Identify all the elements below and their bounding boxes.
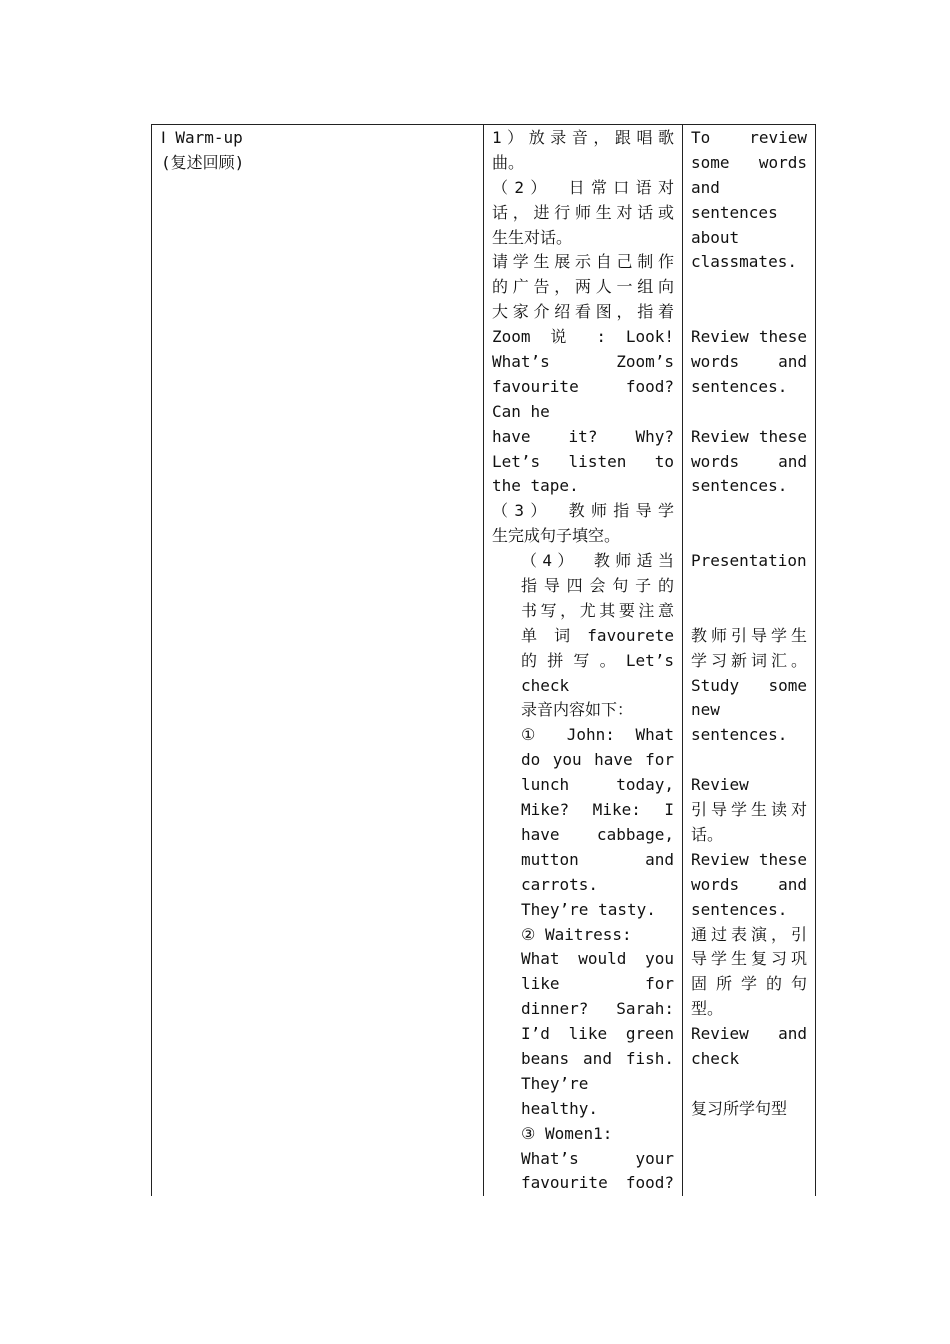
- purpose-spacer: [691, 1072, 807, 1097]
- purpose-line: Review these: [691, 426, 807, 446]
- activity-line: Can he: [492, 401, 550, 421]
- purpose-line: check: [691, 1048, 740, 1068]
- purpose-column: [691, 126, 807, 1122]
- purpose-spacer: [691, 748, 807, 773]
- activity-line: 曲。: [492, 152, 525, 172]
- purpose-line: 通过表演，引: [691, 924, 807, 944]
- purpose-spacer: [691, 524, 807, 549]
- purpose-line: Review and: [691, 1024, 807, 1044]
- activity-line: mutton and: [521, 849, 674, 869]
- step-column: [161, 126, 471, 176]
- purpose-line: To review: [691, 128, 807, 147]
- activity-line: beans and fish.: [521, 1048, 674, 1068]
- activity-line: Zoom 说 : Look!: [492, 327, 674, 347]
- activity-line: （2） 日常口语对: [492, 177, 674, 197]
- activity-line: They’re tasty.: [521, 899, 656, 919]
- activity-line: 书写，尤其要注意: [521, 600, 674, 620]
- activity-line: ② Waitress:: [521, 924, 632, 944]
- purpose-line: 引导学生读对: [691, 800, 807, 820]
- activity-line: carrots.: [521, 874, 599, 894]
- purpose-line: 学习新词汇。: [691, 650, 807, 670]
- activity-line: do you have for: [521, 750, 674, 770]
- purpose-line: new: [691, 700, 720, 720]
- purpose-line: sentences.: [691, 725, 788, 745]
- purpose-line: 导学生复习巩: [691, 949, 807, 969]
- activity-line: 话，进行师生对话或: [492, 202, 674, 222]
- purpose-line: 教师引导学生: [691, 625, 807, 645]
- activity-line: Let’s listen to: [492, 451, 674, 471]
- column-divider-2: [682, 124, 683, 1196]
- purpose-spacer: [691, 499, 807, 524]
- step-title: Ⅰ Warm-up: [161, 128, 243, 147]
- purpose-line: 话。: [691, 824, 724, 844]
- purpose-line: Review these: [691, 849, 807, 869]
- activity-line: favourite food?: [521, 1173, 674, 1193]
- activity-line: 生生对话。: [492, 227, 573, 247]
- activity-line: check: [521, 675, 570, 695]
- table-right-border: [815, 124, 816, 1196]
- activity-line: like for: [521, 974, 674, 994]
- column-divider-1: [483, 124, 484, 1196]
- activity-line: Mike? Mike: I: [521, 800, 674, 820]
- purpose-line: Review: [691, 775, 749, 795]
- activity-line: （3） 教师指导学: [492, 501, 674, 521]
- purpose-spacer: [691, 300, 807, 325]
- purpose-line: 型。: [691, 999, 724, 1019]
- activity-line: 单 词 favourete: [521, 625, 674, 645]
- purpose-line: about: [691, 227, 740, 247]
- step-subtitle: (复述回顾): [161, 152, 245, 172]
- activity-line: favourite food?: [492, 376, 674, 396]
- activity-line: What’s Zoom’s: [492, 352, 674, 372]
- purpose-line: words and: [691, 874, 807, 894]
- activity-line: （4） 教师适当: [521, 551, 674, 571]
- activity-line: ③ Women1:: [521, 1123, 613, 1143]
- activity-line: What would you: [521, 949, 674, 969]
- activity-line: dinner? Sarah:: [521, 999, 674, 1019]
- purpose-line: sentences.: [691, 899, 788, 919]
- purpose-line: some words: [691, 152, 807, 172]
- activity-line: healthy.: [521, 1098, 599, 1118]
- purpose-spacer: [691, 574, 807, 599]
- activity-line: have it? Why?: [492, 426, 674, 446]
- purpose-line: sentences.: [691, 376, 788, 396]
- purpose-line: sentences.: [691, 476, 788, 496]
- purpose-line: sentences: [691, 202, 778, 222]
- activity-line: the tape.: [492, 476, 579, 496]
- purpose-line: words and: [691, 451, 807, 471]
- activity-line: 1）放录音，跟唱歌: [492, 128, 674, 147]
- activity-line: I’d like green: [521, 1024, 674, 1044]
- activity-line: have cabbage,: [521, 824, 674, 844]
- activity-line: lunch today,: [521, 775, 674, 795]
- purpose-line: Presentation: [691, 551, 807, 571]
- activity-line: 大家介绍看图，指着: [492, 302, 674, 322]
- purpose-line: 复习所学句型: [691, 1098, 788, 1118]
- purpose-line: Study some: [691, 675, 807, 695]
- table-left-border: [151, 124, 152, 1196]
- purpose-line: and: [691, 177, 720, 197]
- activity-line: 的广告，两人一组向: [492, 277, 674, 297]
- activity-line: They’re: [521, 1073, 589, 1093]
- activity-line: 的拼写。Let’s: [521, 650, 674, 670]
- purpose-spacer: [691, 599, 807, 624]
- activity-column: [492, 126, 674, 1196]
- purpose-spacer: [691, 400, 807, 425]
- activity-line: ① John: What: [521, 725, 674, 745]
- purpose-spacer: [691, 275, 807, 300]
- purpose-line: Review these: [691, 327, 807, 347]
- activity-line: 生完成句子填空。: [492, 526, 621, 546]
- activity-line: 录音内容如下：: [521, 700, 634, 720]
- purpose-line: 固所学的句: [691, 974, 807, 994]
- purpose-line: words and: [691, 352, 807, 372]
- purpose-line: classmates.: [691, 252, 797, 272]
- activity-line: 请学生展示自己制作: [492, 252, 674, 272]
- activity-line: What’s your: [521, 1148, 674, 1168]
- activity-line: 指导四会句子的: [521, 576, 674, 596]
